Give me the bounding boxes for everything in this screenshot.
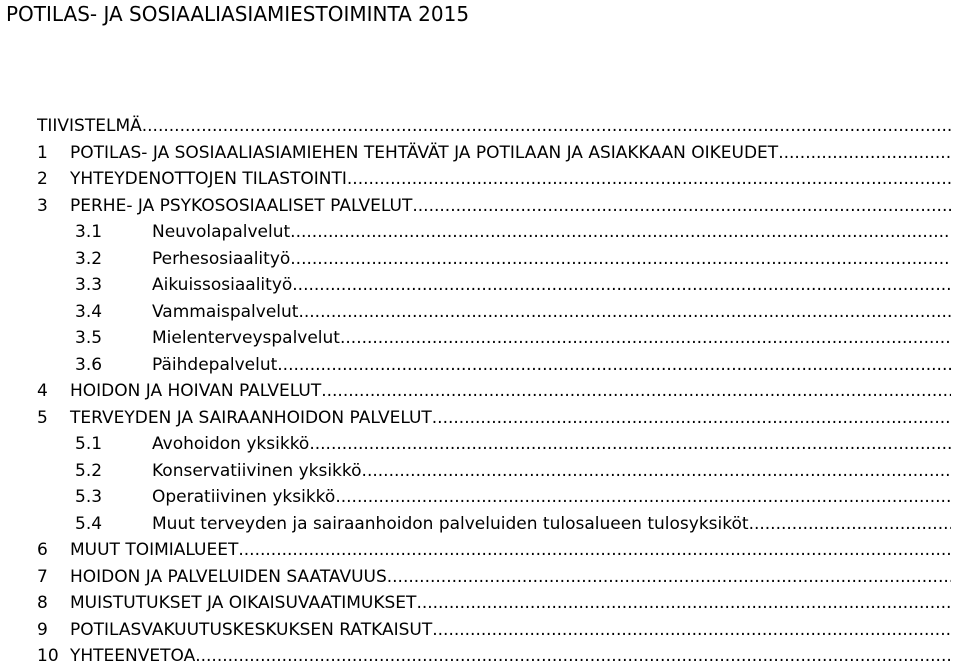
toc-entry-3-2[interactable] [37, 246, 951, 273]
toc-entry-label: YHTEENVETOA [70, 646, 196, 666]
toc-entry-1[interactable] [37, 140, 951, 167]
toc-entry-5-4[interactable] [37, 511, 951, 538]
toc-entry-label: MUISTUTUKSET JA OIKAISUVAATIMUKSET [70, 593, 417, 613]
toc-entry-6[interactable] [37, 537, 951, 564]
dot-leader [142, 113, 951, 140]
toc-entry-10[interactable] [37, 643, 951, 670]
toc-entry-label: Konservatiivinen yksikkö [152, 460, 362, 481]
toc-entry-number: 3.5 [75, 328, 103, 348]
toc-entry-3-3[interactable] [37, 272, 951, 299]
dot-leader [416, 590, 951, 617]
toc-entry-3-1[interactable] [37, 219, 951, 246]
toc-entry-label: Mielenterveyspalvelut [152, 328, 340, 348]
toc-entry-number: 7 [37, 566, 48, 587]
toc-entry-number: 5.4 [75, 513, 103, 534]
toc-entry-label: POTILAS- JA SOSIAALIASIAMIEHEN TEHTÄVÄT JA POTILAAN JA ASIAKKAAN OIKEUDET [70, 142, 779, 163]
toc-entry-label: YHTEYDENOTTOJEN TILASTOINTI [70, 169, 347, 189]
toc-entry-number: 8 [37, 593, 48, 613]
toc-entry-label: Päihdepalvelut [152, 354, 278, 375]
toc-entry-3[interactable] [37, 193, 951, 220]
toc-entry-label: PERHE- JA PSYKOSOSIAALISET PALVELUT [70, 195, 413, 216]
toc-entry-label: TIIVISTELMÄ [37, 116, 142, 136]
toc-entry-label: Aikuissosiaalityö [152, 275, 293, 295]
toc-entry-number: 5 [37, 407, 48, 428]
toc-entry-2[interactable] [37, 166, 951, 193]
toc-entry-number: 10 [37, 646, 59, 666]
toc-entry-number: 3.2 [75, 248, 103, 269]
toc-entry-number: 6 [37, 540, 48, 560]
toc-entry-number: 3 [37, 195, 48, 216]
toc-entry-label: Muut terveyden ja sairaanhoidon palveluiden tulosalueen tulosyksiköt [152, 513, 749, 534]
toc-entry-number: 3.4 [75, 301, 103, 322]
toc-entry-number: 3.3 [75, 275, 103, 295]
toc-entry-label: TERVEYDEN JA SAIRAANHOIDON PALVELUT [70, 407, 432, 428]
toc-entry-label: Perhesosiaalityö [152, 248, 291, 269]
toc-entry-number: 9 [37, 619, 48, 640]
dot-leader [309, 431, 951, 458]
toc-entry-label: POTILASVAKUUTUSKESKUKSEN RATKAISUT [70, 619, 433, 640]
toc-entry-label: HOIDON JA HOIVAN PALVELUT [70, 381, 322, 401]
dot-leader [778, 140, 951, 167]
toc-entry-label: Vammaispalvelut [152, 301, 299, 322]
toc-entry-label: Avohoidon yksikkö [152, 434, 310, 454]
dot-leader [195, 643, 951, 670]
toc-entry-label: Neuvolapalvelut [152, 222, 291, 242]
dot-leader [321, 378, 951, 405]
dot-leader [432, 405, 951, 432]
toc-entry-number: 5.2 [75, 460, 103, 481]
toc-entry-number: 1 [37, 142, 48, 163]
dot-leader [347, 166, 951, 193]
dot-leader [335, 484, 951, 511]
toc-entry-number: 3.1 [75, 222, 103, 242]
toc-entry-9[interactable] [37, 617, 951, 644]
dot-leader [290, 219, 951, 246]
dot-leader [277, 352, 951, 379]
toc-entry-number: 4 [37, 381, 48, 401]
table-of-contents [37, 113, 951, 670]
dot-leader [290, 246, 951, 273]
toc-entry-5-3[interactable] [37, 484, 951, 511]
document-title: POTILAS- JA SOSIAALIASIAMIESTOIMINTA 2015 [6, 2, 470, 26]
toc-entry-3-6[interactable] [37, 352, 951, 379]
dot-leader [432, 617, 951, 644]
toc-entry-number: 2 [37, 169, 48, 189]
toc-entry-3-4[interactable] [37, 299, 951, 326]
toc-entry-label: MUUT TOIMIALUEET [70, 540, 239, 560]
dot-leader [340, 325, 951, 352]
toc-entry-8[interactable] [37, 590, 951, 617]
dot-leader [412, 193, 951, 220]
toc-entry-label: Operatiivinen yksikkö [152, 487, 336, 507]
dot-leader [749, 511, 951, 538]
dot-leader [238, 537, 951, 564]
toc-entry-7[interactable] [37, 564, 951, 591]
toc-entry-number: 5.1 [75, 434, 103, 454]
dot-leader [387, 564, 951, 591]
toc-entry-tiivistelma[interactable] [37, 113, 951, 140]
dot-leader [298, 299, 951, 326]
toc-entry-number: 3.6 [75, 354, 103, 375]
toc-entry-label: HOIDON JA PALVELUIDEN SAATAVUUS [70, 566, 387, 587]
toc-entry-3-5[interactable] [37, 325, 951, 352]
toc-entry-number: 5.3 [75, 487, 103, 507]
toc-entry-5-2[interactable] [37, 458, 951, 485]
dot-leader [292, 272, 951, 299]
toc-entry-5[interactable] [37, 405, 951, 432]
dot-leader [362, 458, 951, 485]
toc-entry-5-1[interactable] [37, 431, 951, 458]
toc-entry-4[interactable] [37, 378, 951, 405]
